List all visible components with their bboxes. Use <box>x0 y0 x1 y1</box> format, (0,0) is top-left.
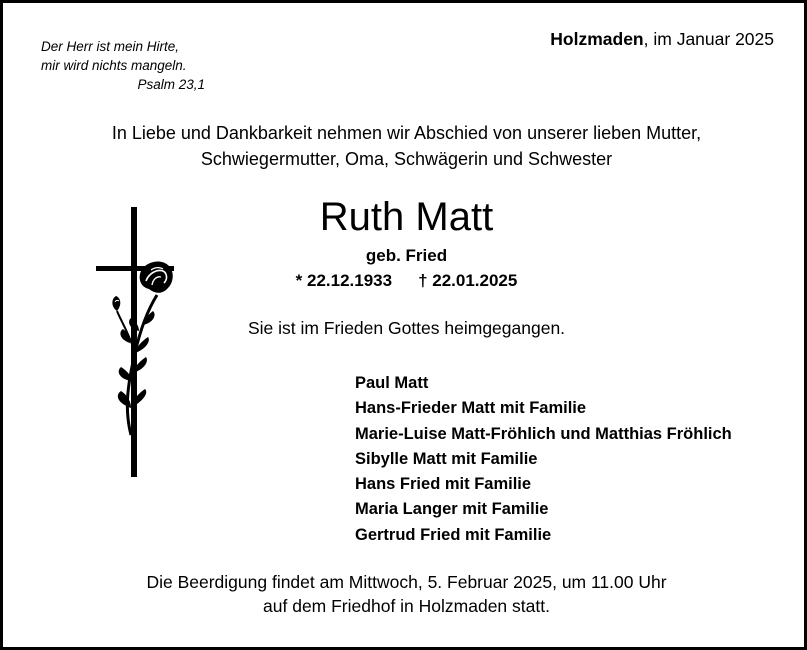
mourner-item: Maria Langer mit Familie <box>355 500 549 519</box>
death-date: † 22.01.2025 <box>418 271 518 290</box>
place-name: Holzmaden <box>550 29 644 49</box>
peace-text: Sie ist im Frieden Gottes heimgegangen. <box>247 318 566 338</box>
mourner-item: Paul Matt <box>355 374 429 392</box>
cross-with-rose-icon <box>91 203 179 483</box>
place-date <box>550 29 774 50</box>
maiden-name: geb. Fried <box>365 246 448 265</box>
mourners-list <box>355 371 732 548</box>
psalm-quote <box>41 37 205 94</box>
intro-line-1: In Liebe und Dankbarkeit nehmen wir Abschied von unserer lieben Mutter, <box>111 123 702 143</box>
psalm-reference: Psalm 23,1 <box>137 77 205 92</box>
psalm-line-1: Der Herr ist mein Hirte, <box>41 39 180 54</box>
date-text: , im Januar 2025 <box>643 29 774 49</box>
birth-date: * 22.12.1933 <box>295 271 393 290</box>
deceased-name: Ruth Matt <box>319 195 494 239</box>
mourner-item: Sibylle Matt mit Familie <box>355 449 538 468</box>
funeral-line-1: Die Beerdigung findet am Mittwoch, 5. Februar 2025, um 11.00 Uhr <box>146 572 667 592</box>
funeral-info <box>3 570 807 618</box>
life-dates <box>253 271 560 291</box>
funeral-line-2: auf dem Friedhof in Holzmaden statt. <box>263 596 550 616</box>
intro-text <box>3 120 807 172</box>
mourner-item: Marie-Luise Matt-Fröhlich und Matthias Fröhlich <box>355 424 732 443</box>
mourner-item: Hans-Frieder Matt mit Familie <box>355 399 587 418</box>
mourner-item: Gertrud Fried mit Familie <box>355 525 552 544</box>
mourner-item: Hans Fried mit Familie <box>355 475 532 494</box>
intro-line-2: Schwiegermutter, Oma, Schwägerin und Schwester <box>200 149 613 169</box>
psalm-line-2: mir wird nichts mangeln. <box>41 58 187 73</box>
